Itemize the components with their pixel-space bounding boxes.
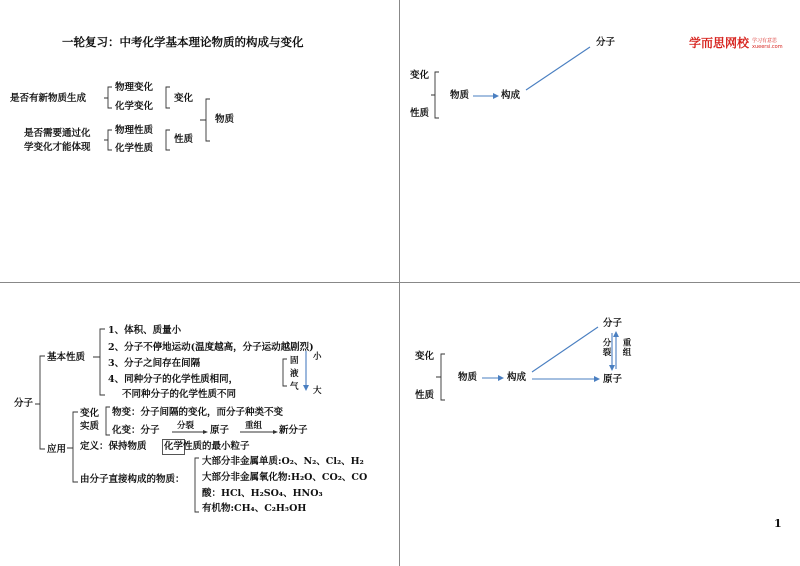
molecule-root-label: 分子 — [14, 398, 34, 409]
tr-diagram — [400, 0, 800, 283]
application-label: 应用 — [47, 444, 67, 455]
property-2: 2、分子不停地运动(温度越高，分子运动越剧烈) — [108, 342, 314, 353]
slide-top-left — [0, 0, 400, 283]
compose-label: 构成 — [501, 90, 521, 101]
slide-bottom-left — [0, 283, 400, 566]
chemical-property-label: 化学性质 — [115, 143, 154, 154]
property-1: 1、体积、质量小 — [108, 325, 182, 336]
definition-suffix: 性质的最小粒子 — [183, 441, 250, 452]
label-small: 小 — [313, 352, 322, 362]
property-4a: 4、同种分子的化学性质相同， — [108, 374, 239, 385]
slide-top-right — [400, 0, 800, 283]
new-molecule-label: 新分子 — [279, 425, 308, 436]
slide-title: 一轮复习：中考化学基本理论物质的构成与变化 — [62, 35, 304, 49]
logo-sub-1: 学习有意思 — [752, 38, 778, 44]
material-1: 大部分非金属单质:O₂、N₂、Cl₂、H₂ — [202, 456, 364, 467]
molecule-label: 分子 — [603, 318, 623, 329]
material-3: 酸：HCl、H₂SO₄、HNO₃ — [202, 488, 323, 499]
matter-label: 物质 — [215, 114, 235, 125]
property-label: 性质 — [410, 108, 430, 119]
molecule-label: 分子 — [596, 37, 616, 48]
bl-brackets — [0, 283, 400, 566]
logo-sub-2: xueersi.com — [752, 44, 783, 50]
state-liquid: 液 — [290, 369, 299, 379]
question-new-substance: 是否有新物质生成 — [10, 93, 87, 104]
change-label: 变化 — [174, 93, 194, 104]
slide-bottom-right — [400, 283, 800, 566]
logo-text: 学而思网校 — [689, 36, 750, 50]
change-label: 变化 — [415, 351, 435, 362]
material-4: 有机物:CH₄、C₂H₅OH — [202, 503, 307, 514]
state-solid: 固 — [290, 356, 299, 366]
definition-boxed-word: 化学 — [162, 439, 185, 455]
change-label: 变化 — [410, 70, 430, 81]
question-line-1: 是否需要通过化 — [24, 128, 91, 139]
tl-brackets — [0, 0, 400, 283]
page-number: 1 — [774, 517, 782, 530]
atom-label: 原子 — [210, 425, 230, 436]
atom-label: 原子 — [603, 374, 623, 385]
recombine-label: 重组 — [245, 421, 263, 431]
recombine-label: 重组 — [621, 338, 631, 357]
question-line-2: 学变化才能体现 — [24, 142, 91, 153]
property-3: 3、分子之间存在间隔 — [108, 358, 201, 369]
label-big: 大 — [313, 386, 322, 396]
physical-property-label: 物理性质 — [115, 125, 154, 136]
matter-label: 物质 — [450, 90, 470, 101]
chemical-change-prefix: 化变：分子 — [112, 425, 160, 436]
change-essence-2: 实质 — [80, 421, 100, 432]
basic-properties-label: 基本性质 — [47, 352, 86, 363]
property-4b: 不同种分子的化学性质不同 — [122, 389, 237, 400]
property-label: 性质 — [415, 390, 435, 401]
chemical-change-label: 化学变化 — [115, 101, 154, 112]
property-label: 性质 — [174, 134, 194, 145]
split-label: 分裂 — [177, 421, 195, 431]
state-gas: 气 — [290, 382, 299, 392]
material-2: 大部分非金属氧化物:H₂O、CO₂、CO — [202, 472, 368, 483]
definition-prefix: 定义：保持物质 — [80, 441, 147, 452]
split-label: 分裂 — [601, 338, 611, 357]
made-of-molecules-label: 由分子直接构成的物质： — [80, 474, 185, 485]
physical-change-label: 物理变化 — [115, 82, 154, 93]
compose-label: 构成 — [507, 372, 527, 383]
change-essence-1: 变化 — [80, 408, 100, 419]
br-diagram — [400, 283, 800, 566]
physical-change-text: 物变：分子间隔的变化，而分子种类不变 — [112, 407, 284, 418]
matter-label: 物质 — [458, 372, 478, 383]
